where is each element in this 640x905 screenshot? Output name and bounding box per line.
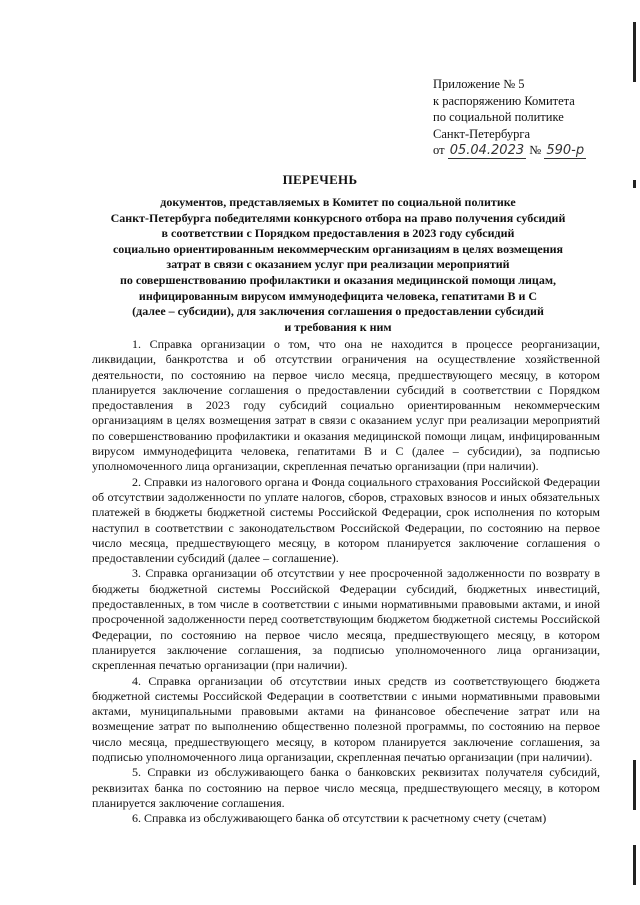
appendix-date-line: [433, 142, 623, 159]
appendix-header: [433, 76, 623, 159]
scan-edge-mark: [633, 22, 636, 82]
handwritten-number: 590-р: [546, 143, 585, 158]
document-subtitle: [88, 195, 588, 335]
list-item: 2. Справки из налогового органа и Фонда социального страхования Российской Федерации об отсутствии задолженности по уплате налогов, сборов, страховых взносов и иных обязательных платежей в бюджеты бюджетной системы Российской Федерации, срок исполнения по которым наступил в соответствии с законодательством Российской Федерации, по состоянию на первое число месяца, предшествующего месяцу, в котором планируется заключение соглашения о предоставлении субсидий (далее – соглашение).: [92, 474, 600, 566]
subtitle-line: документов, представляемых в Комитет по социальной политике: [160, 195, 516, 209]
list-item: 1. Справка организации о том, что она не находится в процессе реорганизации, ликвидации, банкротства и об отсутствии ограничения на осуществление хозяйственной деятельности, по состоянию на первое число месяца, предшествующего месяцу, в котором планируется заключение соглашения о предоставлении субсидий в соответствии с Порядком предоставления в 2023 году субсидий социально ориентированным некоммерческим организациям в целях возмещения затрат в связи с оказанием услуг при реализации мероприятий по совершенствованию профилактики и оказания медицинской помощи лицам, инфицированным вирусом иммунодефицита человека, гепатитами В и С (далее – субсидии), за подписью уполномоченного лица организации, скрепленная печатью организации (при наличии).: [92, 337, 600, 474]
appendix-line: Приложение № 5: [433, 77, 525, 91]
subtitle-line: социально ориентированным некоммерческим организациям в целях возмещения: [112, 241, 564, 256]
date-prefix: от: [433, 143, 445, 157]
number-prefix: №: [529, 143, 542, 157]
list-item: 4. Справка организации об отсутствии иных средств из соответствующего бюджета бюджетной системы Российской Федерации в соответствии с иными нормативными правовыми актами, муниципальными правовыми актами на финансовое обеспечение затрат или на возмещение затрат по выполнению общественно полезной программы, по состоянию на первое число месяца, предшествующего месяцу, в котором планируется заключение соглашения, за подписью уполномоченного лица организации, скрепленная печатью организации (при наличии).: [92, 673, 600, 765]
subtitle-line: в соответствии с Порядком предоставления в 2023 году субсидий: [161, 226, 515, 241]
appendix-line: Санкт-Петербурга: [433, 126, 531, 141]
appendix-line: к распоряжению Комитета: [433, 93, 575, 108]
list-item: 3. Справка организации об отсутствии у нее просроченной задолженности по возврату в бюджеты бюджетной системы Российской Федерации субсидий, бюджетных инвестиций, предоставленных, в том числе в соответствии с иными нормативными правовыми актами, и иной просроченной задолженности перед соответствующим бюджетом бюджетной системы Российской Федерации, по состоянию на первое число месяца, предшествующего месяцу, в котором планируется заключение соглашения, за подписью уполномоченного лица организации, скрепленная печатью организации (при наличии).: [92, 566, 600, 673]
document-title: ПЕРЕЧЕНЬ: [282, 172, 358, 187]
subtitle-line: затрат в связи с оказанием услуг при реализации мероприятий: [166, 257, 510, 272]
subtitle-line: Санкт-Петербурга победителями конкурсного отбора на право получения субсидий: [110, 210, 566, 225]
subtitle-line: и требования к ним: [284, 319, 392, 334]
scan-edge-mark: [633, 180, 636, 188]
scan-edge-mark: [633, 760, 636, 810]
handwritten-date: 05.04.2023: [449, 143, 525, 158]
appendix-line: по социальной политике: [433, 110, 564, 124]
list-item: 5. Справки из обслуживающего банка о банковских реквизитах получателя субсидий, реквизитах банка по состоянию на первое число месяца, предшествующего месяцу, в котором планируется заключение соглашения.: [92, 765, 600, 810]
list-item: 6. Справка из обслуживающего банка об отсутствии к расчетному счету (счетам): [132, 811, 547, 826]
subtitle-line: по совершенствованию профилактики и оказания медицинской помощи лицам,: [119, 272, 556, 287]
subtitle-line: (далее – субсидии), для заключения соглашения о предоставлении субсидий: [132, 304, 544, 319]
subtitle-line: инфицированным вирусом иммунодефицита человека, гепатитами В и С: [138, 288, 538, 303]
scan-edge-mark: [633, 845, 636, 885]
document-body: [92, 337, 600, 827]
